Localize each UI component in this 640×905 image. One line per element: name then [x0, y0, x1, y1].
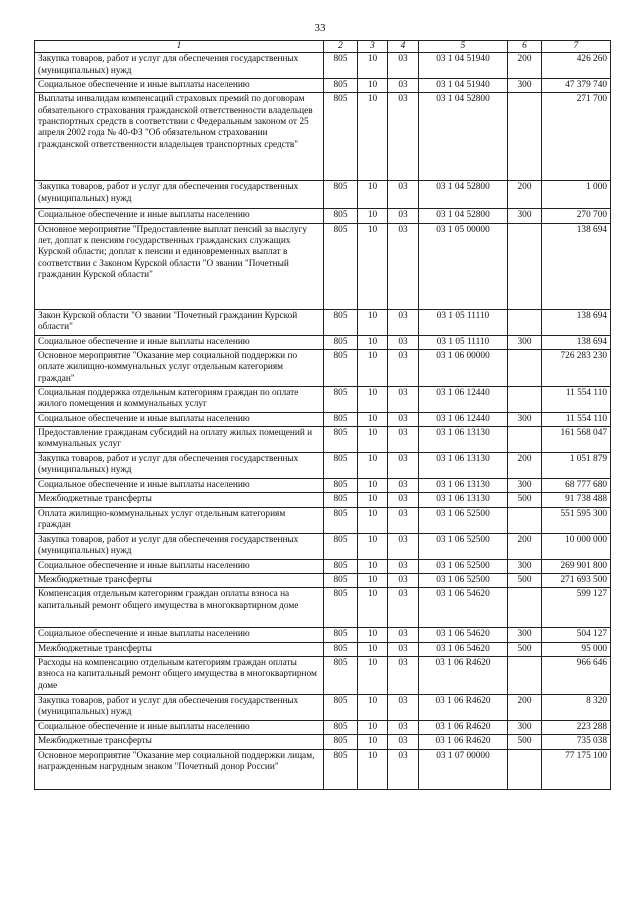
column-header: 5	[419, 41, 508, 53]
row-name-cell: Компенсация отдельным категориям граждан оплаты взноса на капитальный ремонт общего имущества в многоквартирном доме	[35, 588, 324, 628]
row-c6-cell: 300	[508, 335, 542, 349]
row-c6-cell	[508, 223, 542, 309]
row-name-cell: Выплаты инвалидам компенсаций страховых премий по договорам обязательного страхования гражданской ответственности владельцев транспортных средств в соответствии с Федеральным законом от 25 апреля 2002 года № 40-ФЗ "Об обязательном страховании гражданской ответственности владельцев транспортных средств"	[35, 93, 324, 181]
row-c2-cell: 805	[324, 223, 358, 309]
row-c5-cell: 03 1 07 00000	[419, 749, 508, 789]
row-name-cell: Социальное обеспечение и иные выплаты населению	[35, 628, 324, 642]
row-c2-cell: 805	[324, 507, 358, 533]
row-name-cell: Социальное обеспечение и иные выплаты населению	[35, 335, 324, 349]
row-c4-cell: 03	[388, 642, 419, 656]
table-row	[35, 559, 611, 573]
row-c5-cell: 03 1 05 11110	[419, 335, 508, 349]
table-row	[35, 573, 611, 587]
row-name-cell: Социальное обеспечение и иные выплаты населению	[35, 478, 324, 492]
table-body	[35, 53, 611, 789]
row-c6-cell: 200	[508, 533, 542, 559]
table-row	[35, 478, 611, 492]
row-c5-cell: 03 1 04 51940	[419, 78, 508, 92]
row-c5-cell: 03 1 06 R4620	[419, 656, 508, 694]
row-c2-cell: 805	[324, 93, 358, 181]
row-c3-cell: 10	[358, 53, 388, 79]
table-header-row	[35, 41, 611, 53]
row-name-cell: Закупка товаров, работ и услуг для обеспечения государственных (муниципальных) нужд	[35, 181, 324, 209]
row-c2-cell: 805	[324, 335, 358, 349]
row-c2-cell: 805	[324, 656, 358, 694]
row-c5-cell: 03 1 06 52500	[419, 573, 508, 587]
table-row	[35, 223, 611, 309]
row-name-cell: Предоставление гражданам субсидий на оплату жилых помещений и коммунальных услуг	[35, 426, 324, 452]
row-name-cell: Социальное обеспечение и иные выплаты населению	[35, 559, 324, 573]
page-number: 33	[314, 22, 326, 34]
row-c7-cell: 68 777 680	[542, 478, 611, 492]
table-row	[35, 349, 611, 386]
row-c3-cell: 10	[358, 426, 388, 452]
row-name-cell: Социальное обеспечение и иные выплаты населению	[35, 720, 324, 734]
row-c4-cell: 03	[388, 493, 419, 507]
row-c4-cell: 03	[388, 507, 419, 533]
row-c2-cell: 805	[324, 749, 358, 789]
table-row	[35, 507, 611, 533]
row-c7-cell: 426 260	[542, 53, 611, 79]
row-name-cell: Закупка товаров, работ и услуг для обеспечения государственных (муниципальных) нужд	[35, 452, 324, 478]
row-c4-cell: 03	[388, 573, 419, 587]
row-name-cell: Межбюджетные трансферты	[35, 573, 324, 587]
row-c3-cell: 10	[358, 309, 388, 335]
row-c7-cell: 47 379 740	[542, 78, 611, 92]
row-c7-cell: 966 646	[542, 656, 611, 694]
row-c2-cell: 805	[324, 642, 358, 656]
row-c4-cell: 03	[388, 181, 419, 209]
row-c3-cell: 10	[358, 533, 388, 559]
row-c6-cell: 500	[508, 573, 542, 587]
row-c5-cell: 03 1 05 00000	[419, 223, 508, 309]
row-c2-cell: 805	[324, 720, 358, 734]
row-c6-cell: 500	[508, 642, 542, 656]
row-c5-cell: 03 1 06 13130	[419, 493, 508, 507]
row-c4-cell: 03	[388, 628, 419, 642]
row-c2-cell: 805	[324, 181, 358, 209]
row-c3-cell: 10	[358, 559, 388, 573]
column-header: 7	[542, 41, 611, 53]
row-c2-cell: 805	[324, 452, 358, 478]
table-row	[35, 720, 611, 734]
table-row	[35, 181, 611, 209]
column-header: 2	[324, 41, 358, 53]
row-c5-cell: 03 1 04 51940	[419, 53, 508, 79]
row-c5-cell: 03 1 06 54620	[419, 642, 508, 656]
row-c4-cell: 03	[388, 93, 419, 181]
row-c7-cell: 161 568 047	[542, 426, 611, 452]
table-row	[35, 493, 611, 507]
table-row	[35, 335, 611, 349]
row-c4-cell: 03	[388, 386, 419, 412]
row-c7-cell: 726 283 230	[542, 349, 611, 386]
table-row	[35, 309, 611, 335]
table-row	[35, 694, 611, 720]
row-c3-cell: 10	[358, 412, 388, 426]
row-c5-cell: 03 1 06 52500	[419, 507, 508, 533]
table-row	[35, 386, 611, 412]
row-c6-cell	[508, 93, 542, 181]
row-c5-cell: 03 1 04 52800	[419, 181, 508, 209]
table-row	[35, 642, 611, 656]
row-name-cell: Основное мероприятие "Оказание мер социальной поддержки по оплате жилищно-коммунальных услуг отдельным категориям граждан"	[35, 349, 324, 386]
row-c7-cell: 1 051 879	[542, 452, 611, 478]
row-c4-cell: 03	[388, 209, 419, 223]
budget-table	[34, 40, 611, 790]
row-c6-cell	[508, 656, 542, 694]
row-c3-cell: 10	[358, 181, 388, 209]
row-c2-cell: 805	[324, 588, 358, 628]
row-c4-cell: 03	[388, 78, 419, 92]
row-c2-cell: 805	[324, 78, 358, 92]
row-c4-cell: 03	[388, 309, 419, 335]
row-c5-cell: 03 1 05 11110	[419, 309, 508, 335]
row-c5-cell: 03 1 06 13130	[419, 478, 508, 492]
row-name-cell: Межбюджетные трансферты	[35, 735, 324, 749]
row-c7-cell: 504 127	[542, 628, 611, 642]
row-c4-cell: 03	[388, 349, 419, 386]
row-c7-cell: 11 554 110	[542, 412, 611, 426]
row-c5-cell: 03 1 06 R4620	[419, 735, 508, 749]
row-c7-cell: 91 738 488	[542, 493, 611, 507]
row-c4-cell: 03	[388, 588, 419, 628]
row-c3-cell: 10	[358, 720, 388, 734]
row-c3-cell: 10	[358, 493, 388, 507]
row-c5-cell: 03 1 06 R4620	[419, 694, 508, 720]
column-header: 6	[508, 41, 542, 53]
row-name-cell: Оплата жилищно-коммунальных услуг отдельным категориям граждан	[35, 507, 324, 533]
row-c3-cell: 10	[358, 642, 388, 656]
row-c4-cell: 03	[388, 53, 419, 79]
row-name-cell: Расходы на компенсацию отдельным категориям граждан оплаты взноса на капитальный ремонт общего имущества в многоквартирном доме	[35, 656, 324, 694]
row-c6-cell: 300	[508, 478, 542, 492]
row-c4-cell: 03	[388, 412, 419, 426]
row-name-cell: Межбюджетные трансферты	[35, 642, 324, 656]
row-c2-cell: 805	[324, 559, 358, 573]
row-c2-cell: 805	[324, 573, 358, 587]
row-c4-cell: 03	[388, 426, 419, 452]
table-row	[35, 53, 611, 79]
row-c2-cell: 805	[324, 426, 358, 452]
row-c3-cell: 10	[358, 209, 388, 223]
row-c2-cell: 805	[324, 735, 358, 749]
row-c3-cell: 10	[358, 507, 388, 533]
table-row	[35, 93, 611, 181]
row-c6-cell	[508, 386, 542, 412]
row-c3-cell: 10	[358, 749, 388, 789]
row-c2-cell: 805	[324, 309, 358, 335]
row-c6-cell: 200	[508, 452, 542, 478]
row-c7-cell: 10 000 000	[542, 533, 611, 559]
row-c7-cell: 223 288	[542, 720, 611, 734]
row-c6-cell: 200	[508, 53, 542, 79]
row-c6-cell	[508, 426, 542, 452]
row-c2-cell: 805	[324, 386, 358, 412]
table-row	[35, 412, 611, 426]
row-c3-cell: 10	[358, 335, 388, 349]
row-c6-cell: 300	[508, 559, 542, 573]
row-c7-cell: 599 127	[542, 588, 611, 628]
row-c3-cell: 10	[358, 452, 388, 478]
row-c7-cell: 8 320	[542, 694, 611, 720]
row-c7-cell: 77 175 100	[542, 749, 611, 789]
row-c4-cell: 03	[388, 735, 419, 749]
row-c4-cell: 03	[388, 656, 419, 694]
row-c6-cell: 200	[508, 694, 542, 720]
row-c5-cell: 03 1 06 54620	[419, 628, 508, 642]
row-name-cell: Закупка товаров, работ и услуг для обеспечения государственных (муниципальных) нужд	[35, 53, 324, 79]
column-header: 4	[388, 41, 419, 53]
row-c6-cell	[508, 588, 542, 628]
row-name-cell: Социальное обеспечение и иные выплаты населению	[35, 78, 324, 92]
row-c7-cell: 551 595 300	[542, 507, 611, 533]
row-c6-cell: 300	[508, 412, 542, 426]
row-c6-cell: 300	[508, 209, 542, 223]
row-c3-cell: 10	[358, 735, 388, 749]
row-c5-cell: 03 1 06 54620	[419, 588, 508, 628]
row-c2-cell: 805	[324, 412, 358, 426]
row-c7-cell: 271 693 500	[542, 573, 611, 587]
row-c3-cell: 10	[358, 93, 388, 181]
row-c5-cell: 03 1 04 52800	[419, 209, 508, 223]
row-c4-cell: 03	[388, 694, 419, 720]
table-row	[35, 78, 611, 92]
row-c5-cell: 03 1 06 13130	[419, 452, 508, 478]
row-c7-cell: 95 000	[542, 642, 611, 656]
row-c6-cell: 300	[508, 628, 542, 642]
table-row	[35, 628, 611, 642]
row-c2-cell: 805	[324, 349, 358, 386]
row-c3-cell: 10	[358, 628, 388, 642]
row-c4-cell: 03	[388, 223, 419, 309]
row-c3-cell: 10	[358, 78, 388, 92]
row-c2-cell: 805	[324, 533, 358, 559]
row-c6-cell: 300	[508, 78, 542, 92]
row-c3-cell: 10	[358, 478, 388, 492]
row-name-cell: Закупка товаров, работ и услуг для обеспечения государственных (муниципальных) нужд	[35, 533, 324, 559]
row-c6-cell	[508, 349, 542, 386]
column-header: 1	[35, 41, 324, 53]
row-c7-cell: 269 901 800	[542, 559, 611, 573]
row-name-cell: Социальное обеспечение и иные выплаты населению	[35, 209, 324, 223]
row-c7-cell: 1 000	[542, 181, 611, 209]
row-c5-cell: 03 1 06 52500	[419, 559, 508, 573]
row-name-cell: Социальное обеспечение и иные выплаты населению	[35, 412, 324, 426]
table-row	[35, 426, 611, 452]
table-row	[35, 588, 611, 628]
row-c2-cell: 805	[324, 628, 358, 642]
table-row	[35, 749, 611, 789]
row-c7-cell: 138 694	[542, 223, 611, 309]
table-row	[35, 735, 611, 749]
row-name-cell: Основное мероприятие "Оказание мер социальной поддержки лицам, награжденным нагрудным знаком "Почетный донор России"	[35, 749, 324, 789]
row-c5-cell: 03 1 06 52500	[419, 533, 508, 559]
table-row	[35, 452, 611, 478]
row-c4-cell: 03	[388, 335, 419, 349]
table-row	[35, 656, 611, 694]
row-c3-cell: 10	[358, 573, 388, 587]
row-c4-cell: 03	[388, 478, 419, 492]
column-header: 3	[358, 41, 388, 53]
row-c7-cell: 735 038	[542, 735, 611, 749]
row-name-cell: Межбюджетные трансферты	[35, 493, 324, 507]
row-c5-cell: 03 1 04 52800	[419, 93, 508, 181]
row-c4-cell: 03	[388, 533, 419, 559]
row-c5-cell: 03 1 06 12440	[419, 412, 508, 426]
row-name-cell: Закупка товаров, работ и услуг для обеспечения государственных (муниципальных) нужд	[35, 694, 324, 720]
row-name-cell: Закон Курской области "О звании "Почетный гражданин Курской области"	[35, 309, 324, 335]
row-c2-cell: 805	[324, 493, 358, 507]
row-c3-cell: 10	[358, 694, 388, 720]
row-c6-cell	[508, 507, 542, 533]
row-name-cell: Социальная поддержка отдельным категориям граждан по оплате жилого помещения и коммунальных услуг	[35, 386, 324, 412]
row-c2-cell: 805	[324, 478, 358, 492]
row-c2-cell: 805	[324, 53, 358, 79]
row-c5-cell: 03 1 06 00000	[419, 349, 508, 386]
row-c6-cell: 500	[508, 493, 542, 507]
row-c5-cell: 03 1 06 12440	[419, 386, 508, 412]
row-c7-cell: 11 554 110	[542, 386, 611, 412]
row-c3-cell: 10	[358, 386, 388, 412]
row-c6-cell	[508, 749, 542, 789]
row-c3-cell: 10	[358, 588, 388, 628]
row-c3-cell: 10	[358, 656, 388, 694]
row-c4-cell: 03	[388, 720, 419, 734]
row-c5-cell: 03 1 06 R4620	[419, 720, 508, 734]
table-row	[35, 533, 611, 559]
row-c7-cell: 271 700	[542, 93, 611, 181]
row-name-cell: Основное мероприятие "Предоставление выплат пенсий за выслугу лет, доплат к пенсиям государственных гражданских служащих Курской области; доплат к пенсии и единовременных выплат в соответствии с Законом Курской области "О звании "Почетный гражданин Курской области"	[35, 223, 324, 309]
row-c5-cell: 03 1 06 13130	[419, 426, 508, 452]
row-c6-cell: 500	[508, 735, 542, 749]
row-c2-cell: 805	[324, 694, 358, 720]
table-row	[35, 209, 611, 223]
row-c6-cell	[508, 309, 542, 335]
row-c2-cell: 805	[324, 209, 358, 223]
row-c3-cell: 10	[358, 223, 388, 309]
row-c4-cell: 03	[388, 749, 419, 789]
row-c6-cell: 300	[508, 720, 542, 734]
row-c7-cell: 138 694	[542, 335, 611, 349]
row-c6-cell: 200	[508, 181, 542, 209]
row-c7-cell: 270 700	[542, 209, 611, 223]
row-c7-cell: 138 694	[542, 309, 611, 335]
row-c3-cell: 10	[358, 349, 388, 386]
row-c4-cell: 03	[388, 559, 419, 573]
row-c4-cell: 03	[388, 452, 419, 478]
